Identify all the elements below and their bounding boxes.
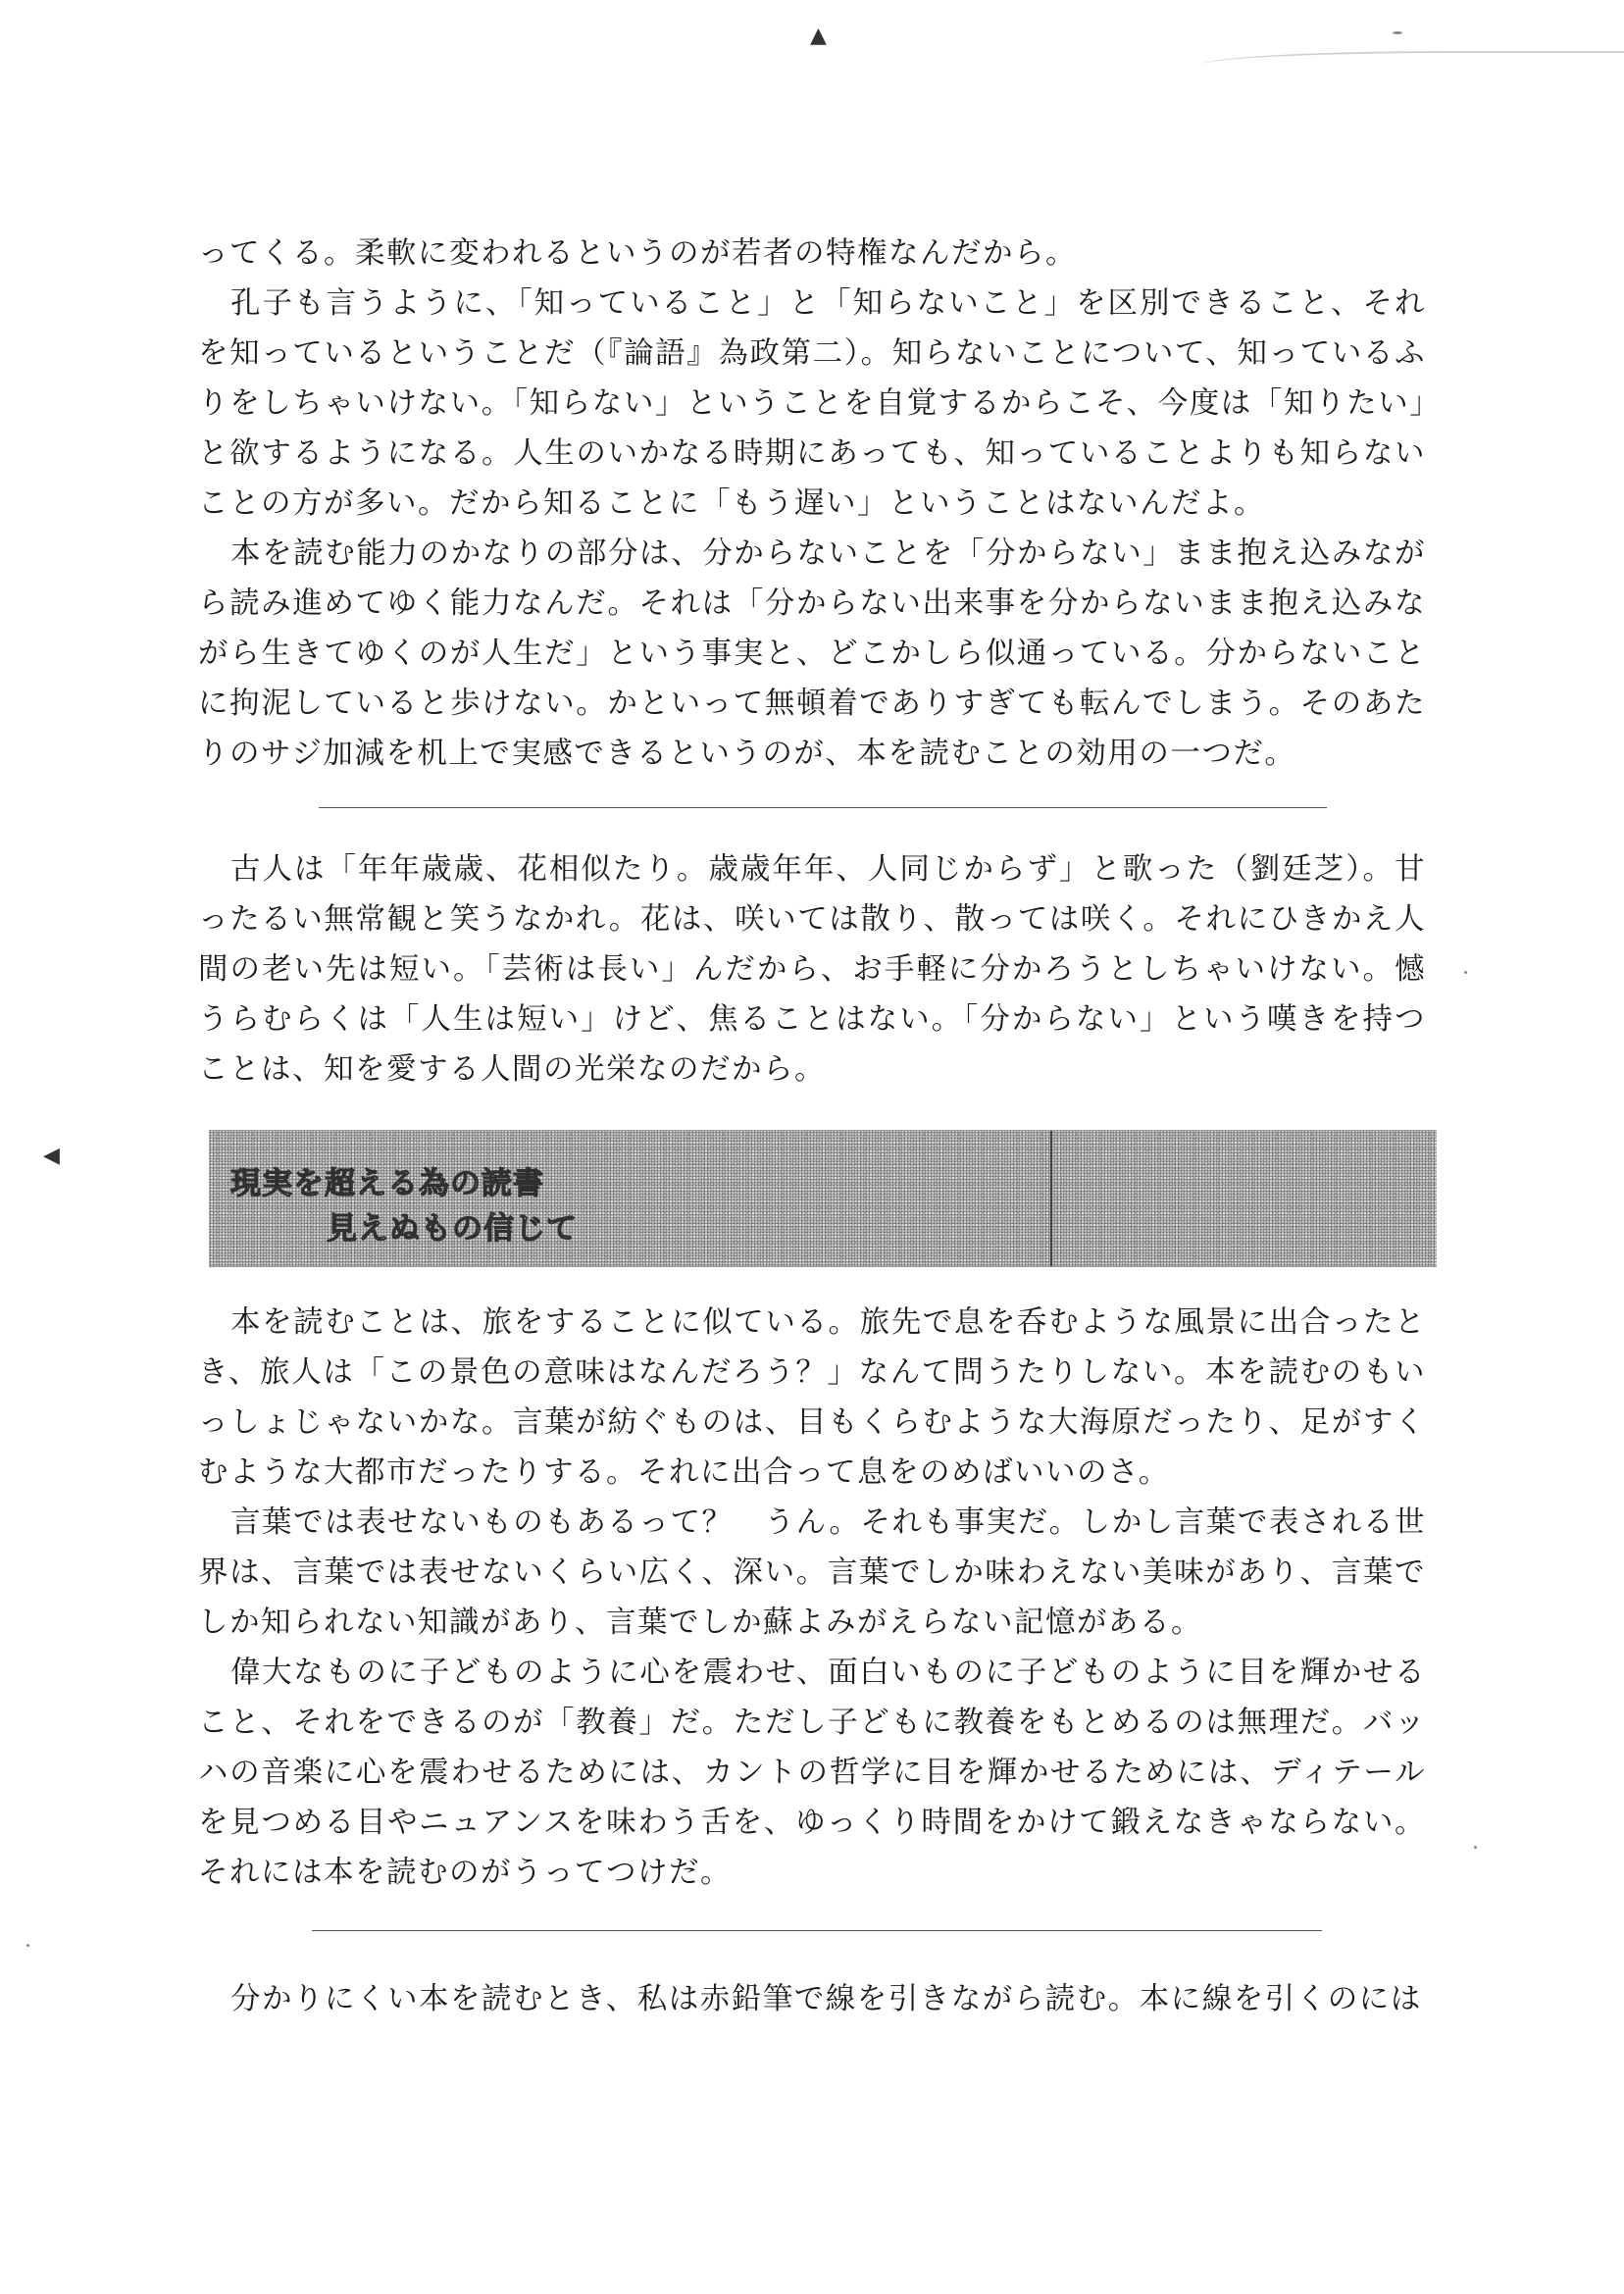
- section-4: [198, 1974, 1426, 2024]
- scan-speck: [1393, 31, 1402, 34]
- left-triangle-mark: ◀: [43, 1144, 60, 1168]
- paragraph: 分かりにくい本を読むとき、私は赤鉛筆で線を引きながら読む。本に線を引くのには: [230, 1982, 1422, 2016]
- paragraph: ってくる。柔軟に変われるというのが若者の特権なんだから。: [198, 236, 1077, 271]
- banner-title: 現実を超える為の読書: [230, 1166, 544, 1201]
- section-heading-banner: [209, 1130, 1437, 1267]
- scan-speck: [1464, 971, 1467, 974]
- top-triangle-mark: ▲: [810, 24, 827, 48]
- paragraph: 本を読むことは、旅をすることに似ている。旅先で息を呑むような風景に出合ったとき、旅人は「この景色の意味はなんだろう？」なんて問うたりしない。本を読むのもいっしょじゃないかな。言葉が紡ぐものは、目もくらむような大海原だったり、足がすくむような大都市だったりする。それに出合って息をのめばいいのさ。: [198, 1305, 1426, 1490]
- section-divider: [319, 807, 1327, 808]
- paragraph: 偉大なものに子どものように心を震わせ、面白いものに子どものように目を輝かせること、それをできるのが「教養」だ。ただし子どもに教養をもとめるのは無理だ。バッハの音楽に心を震わせるためには、カントの哲学に目を輝かせるためには、ディテールを見つめる目やニュアンスを味わう舌を、ゆっくり時間をかけて鍛えなきゃならない。それには本を読むのがうってつけだ。: [198, 1656, 1426, 1890]
- banner-subtitle: 見えぬもの信じて: [327, 1211, 578, 1247]
- paragraph: 古人は「年年歳歳、花相似たり。歳歳年年、人同じからず」と歌った（劉廷芝）。甘ったるい無常観と笑うなかれ。花は、咲いては散り、散っては咲く。それにひきかえ人間の老い先は短い。「芸術は長い」んだから、お手軽に分かろうとしちゃいけない。憾うらむらくは「人生は短い」けど、焦ることはない。「分からない」という嘆きを持つことは、知を愛する人間の光栄なのだから。: [198, 852, 1426, 1087]
- scan-speck: [1474, 1846, 1477, 1849]
- paragraph: 孔子も言うように、「知っていること」と「知らないこと」を区別できること、それを知っているということだ（『論語』為政第二）。知らないことについて、知っているふりをしちゃいけない。「知らない」ということを自覚するからこそ、今度は「知りたい」と欲するようになる。人生のいかなる時期にあっても、知っていることよりも知らないことの方が多い。だから知ることに「もう遅い」ということはないんだよ。: [198, 286, 1426, 521]
- section-divider: [312, 1930, 1322, 1931]
- section-1: [198, 229, 1426, 779]
- section-3: [198, 1298, 1426, 1898]
- page-fold-shadow: [1201, 51, 1624, 75]
- paragraph: 言葉では表せないものもあるって？ うん。それも事実だ。しかし言葉で表される世界は、言葉では表せないくらい広く、深い。言葉でしか味わえない美味があり、言葉でしか知られない知識があり、言葉でしか蘇よみがえらない記憶がある。: [198, 1505, 1426, 1640]
- paragraph: 本を読む能力のかなりの部分は、分からないことを「分からない」まま抱え込みながら読み進めてゆく能力なんだ。それは「分からない出来事を分からないまま抱え込みながら生きてゆくのが人生だ」という事実と、どこかしら似通っている。分からないことに拘泥していると歩けない。かといって無頓着でありすぎても転んでしまう。そのあたりのサジ加減を机上で実感できるというのが、本を読むことの効用の一つだ。: [198, 536, 1426, 771]
- banner-divider: [1050, 1131, 1052, 1266]
- scan-speck: [26, 1944, 29, 1947]
- section-2: [198, 844, 1426, 1095]
